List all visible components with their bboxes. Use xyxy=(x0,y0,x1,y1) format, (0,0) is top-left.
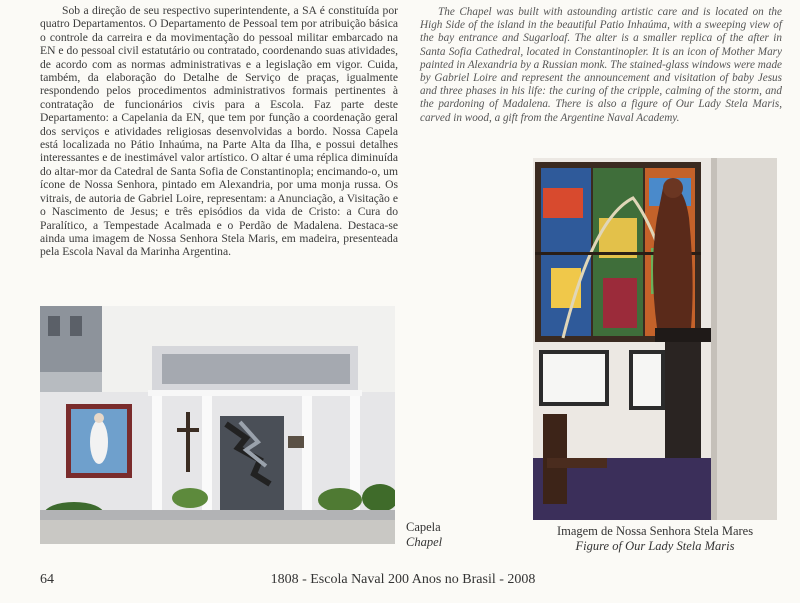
chapel-caption-en: Chapel xyxy=(406,534,443,549)
chapel-exterior-photo xyxy=(40,306,395,544)
chapel-caption-pt: Capela xyxy=(406,520,441,534)
footer-title xyxy=(0,572,800,588)
portuguese-body-text: Sob a direção de seu respectivo superintendente, a SA é constituída por quatro Departamentos. O Departamento de Pessoal tem por atribuição básica o controle da carreira e da movimentação do pessoal militar embarcado na EN e do pessoal civil estatutário ou contratado, coordenando suas atividades, de acordo com as normas administrativas e a legislação em vigor. Cuida, também, da elaboração do Detalhe de Serviço de praças, igualmente respondendo pelos procedimentos administrativos formais pertinentes à contratação de funcionários civis para a Escola. Faz parte deste Departamento: a Capelania da EN, que tem por função a coordenação geral dos serviços e atividades religiosas desenvolvidas a bordo. Nossa Capela está localizada no Pátio Inhaúma, na Parte Alta da Ilha, e possui detalhes interessantes e de inestimável valor artístico. O altar é uma réplica diminuída do altar-mor da Catedral de Santa Sofia de Constantinopla; encimando-o, um ícone de Nossa Senhora, pintado em Alexandria, por uma monja russa. Os vitrais, de autoria de Gabriel Loire, representam: a Anunciação, a Visitação e o Nascimento de Jesus; e três episódios da vida de Cristo: a Cura do Paralítico, a Tempestade Acalmada e o Perdão de Madalena. Destaca-se ainda uma imagem de Nossa Senhora Stela Maris, em madeira, presenteada pela Escola Naval da Marinha Argentina. xyxy=(40,4,398,259)
page-number: 64 xyxy=(40,572,54,587)
chapel-exterior-illustration xyxy=(40,306,395,544)
chapel-caption xyxy=(406,520,442,549)
stela-caption xyxy=(533,524,777,553)
stela-caption-pt: Imagem de Nossa Senhora Stela Mares xyxy=(556,524,754,538)
stela-maris-photo xyxy=(533,158,777,520)
footer-title-text: 1808 - Escola Naval 200 Anos no Brasil - 2008 xyxy=(270,572,536,587)
stela-caption-en: Figure of Our Lady Stela Maris xyxy=(575,538,735,553)
english-body-text: The Chapel was built with astounding artistic care and is located on the High Side of the island in the beautiful Patio Inhaúma, with a sweeping view of the bay entrance and Sugarloaf. The alter is a smaller replica of the after in Santa Sofia Cathedral, located in Constantinopler. It is an icon of Mother Mary painted in Alexandria by a Russian monk. The stained-glass windows were made by Gabriel Loire and represent the announcement and visitation of baby Jesus and three phases in his life: the curing of the cripple, calming of the storm, and the pardoning of Madalena. There is also a figure of Our Lady Stela Maris, carved in wood, a gift from the Argentine Naval Academy. xyxy=(420,6,782,124)
stela-maris-illustration xyxy=(533,158,777,520)
